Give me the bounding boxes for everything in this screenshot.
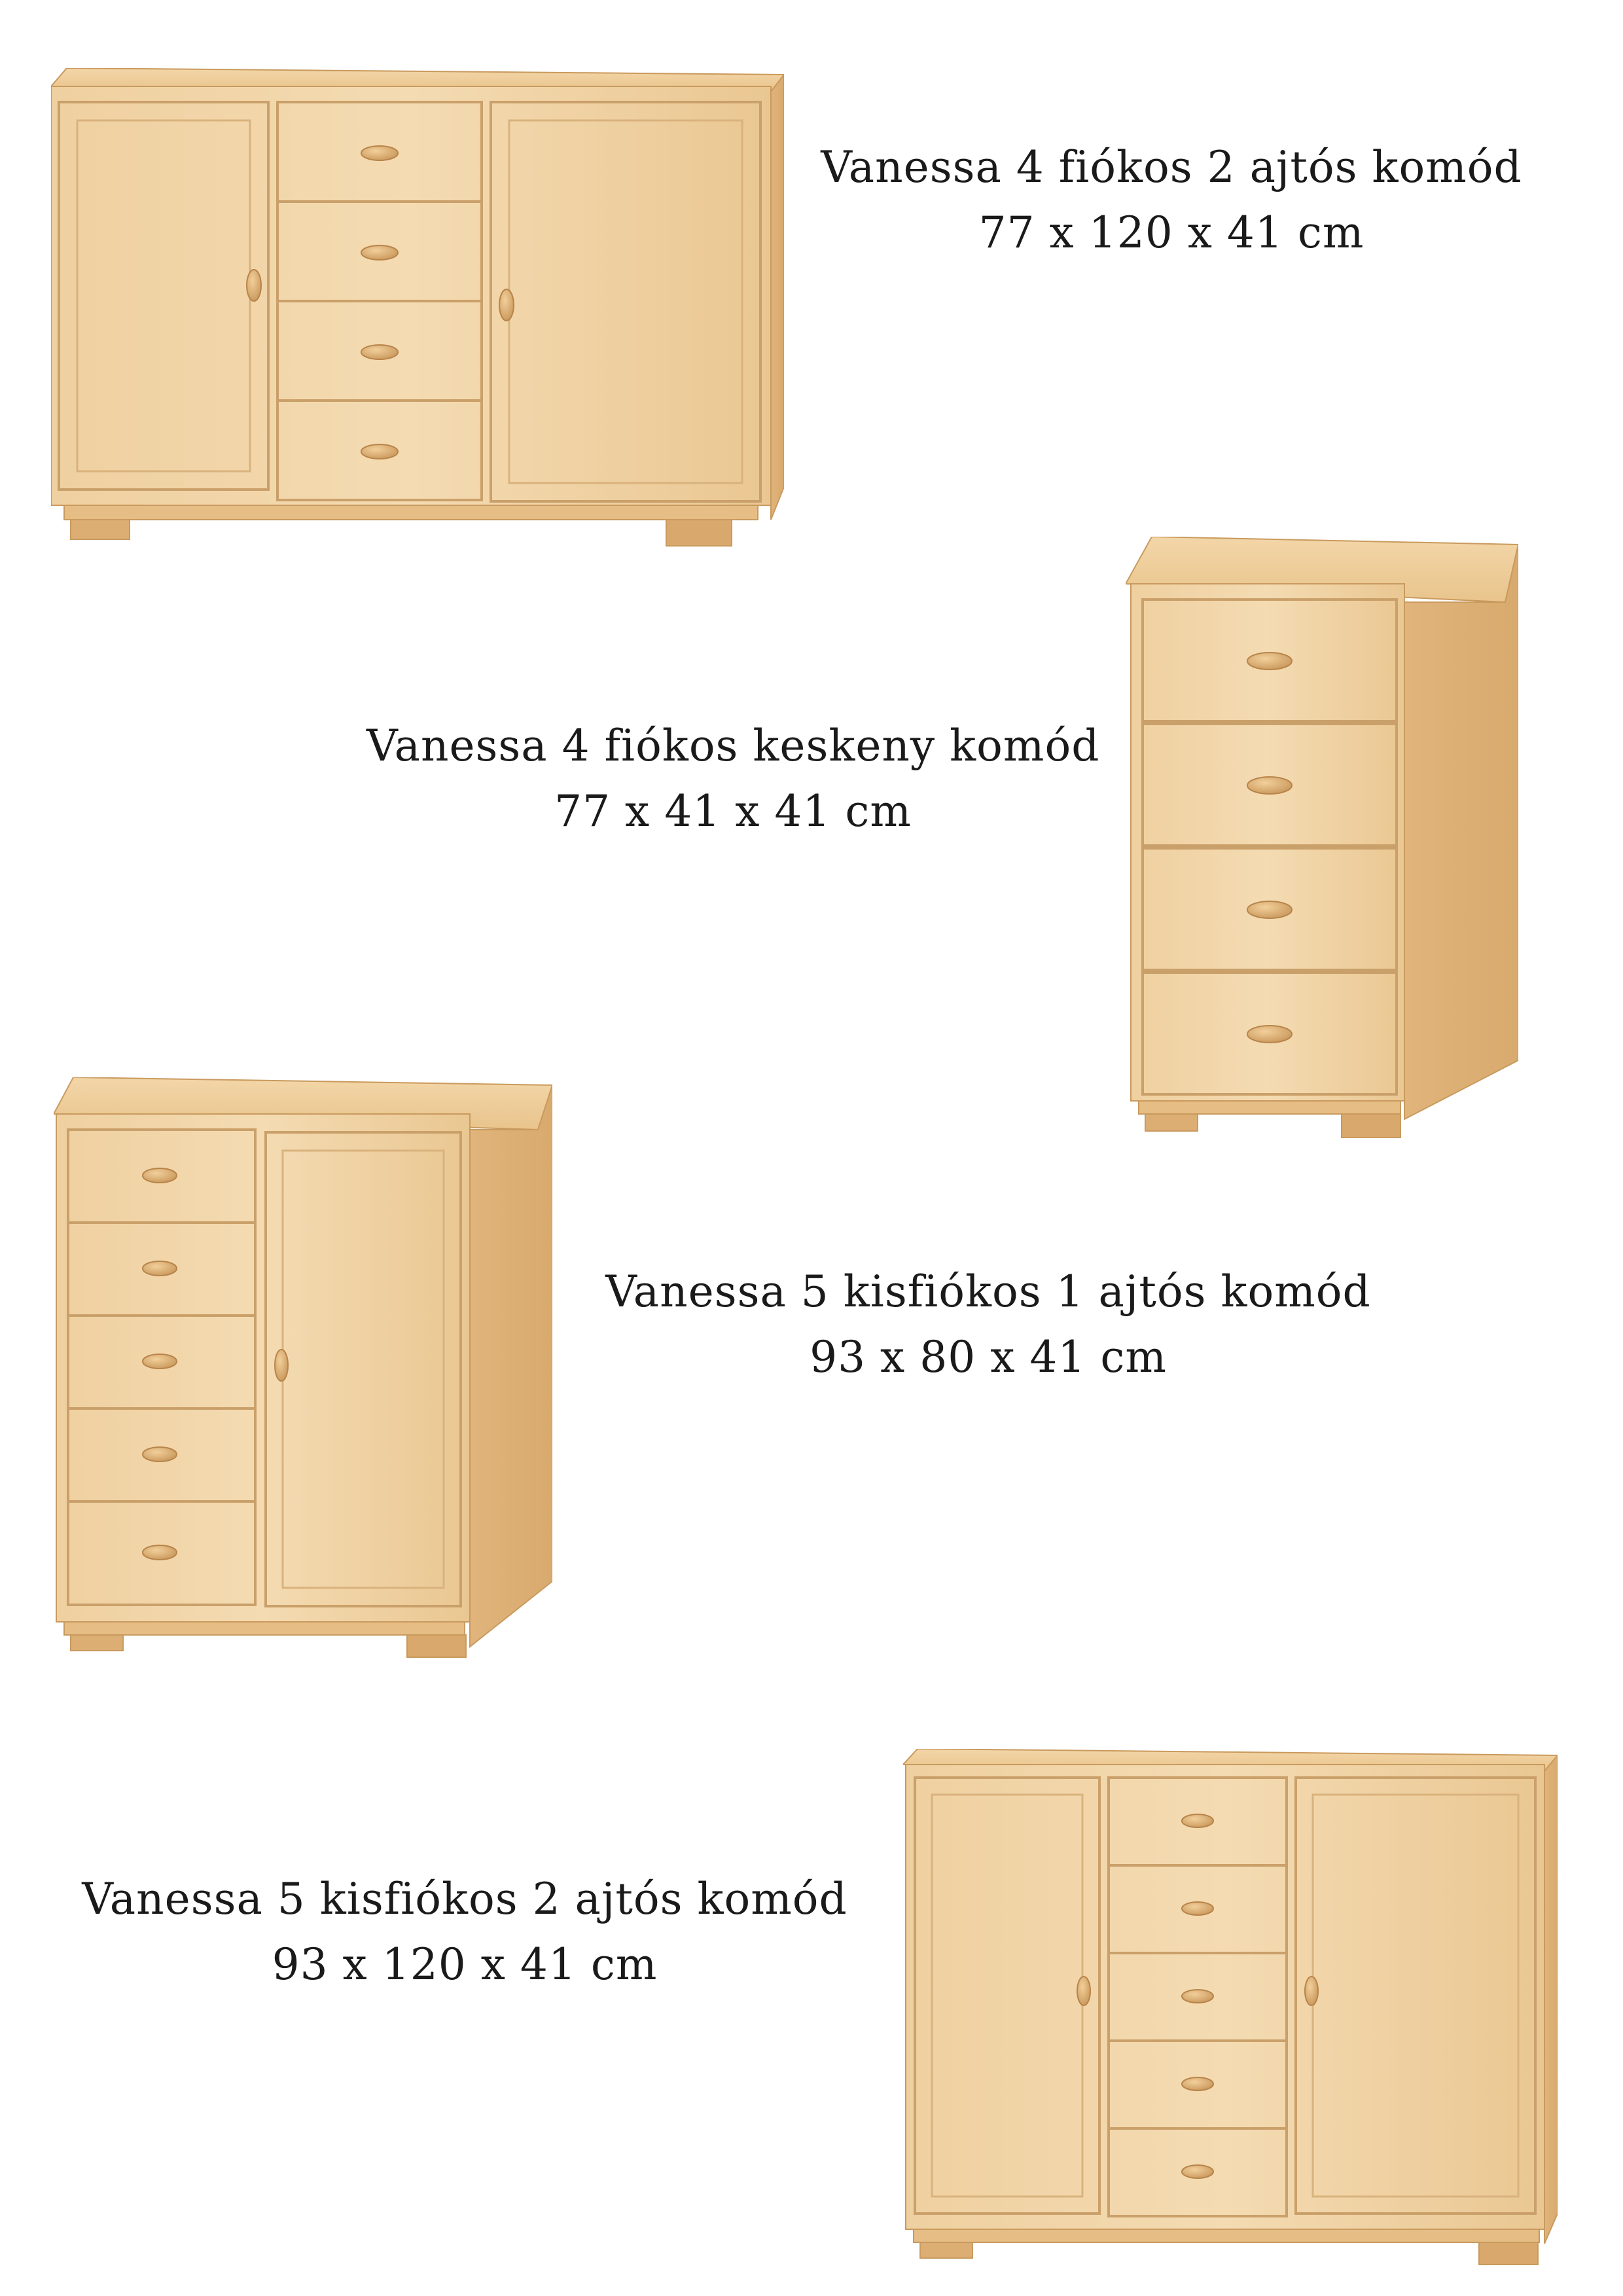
product-caption bbox=[589, 1259, 1387, 1390]
product-dimensions: 93 x 80 x 41 cm bbox=[810, 1332, 1167, 1382]
product-caption bbox=[812, 135, 1531, 266]
product-dimensions: 93 x 120 x 41 cm bbox=[272, 1939, 658, 1990]
product-name: Vanessa 5 kisfiókos 1 ajtós komód bbox=[605, 1266, 1371, 1317]
product-name: Vanessa 4 fiókos keskeny komód bbox=[366, 721, 1100, 771]
sideboard-5-small-drawers-2-doors-image bbox=[903, 1749, 1558, 2279]
product-caption bbox=[52, 1867, 877, 1998]
product-name: Vanessa 5 kisfiókos 2 ajtós komód bbox=[82, 1874, 847, 1924]
sideboard-4-drawers-2-doors-image bbox=[51, 68, 784, 565]
product-dimensions: 77 x 120 x 41 cm bbox=[978, 207, 1364, 258]
chest-5-small-drawers-1-door-image bbox=[54, 1077, 552, 1666]
product-dimensions: 77 x 41 x 41 cm bbox=[554, 786, 912, 836]
product-caption bbox=[366, 713, 1099, 844]
narrow-chest-4-drawers-image bbox=[1126, 537, 1518, 1145]
product-name: Vanessa 4 fiókos 2 ajtós komód bbox=[821, 142, 1522, 192]
